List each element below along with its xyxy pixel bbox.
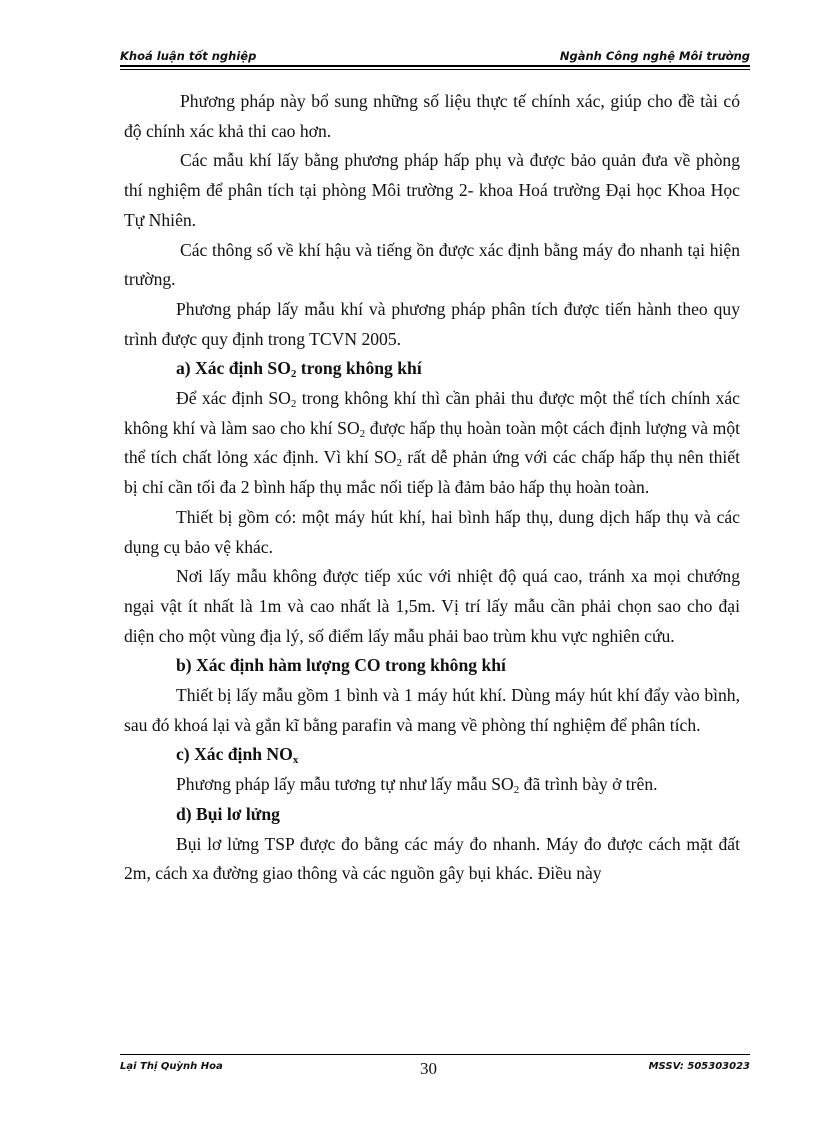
- paragraph: Phương pháp lấy mẫu tương tự như lấy mẫu $SO_2$ đã trình bày ở trên.: [176, 774, 658, 797]
- paragraph: Nơi lấy mẫu không được tiếp xúc với nhiệt độ quá cao, tránh xa mọi chướng ngại vật ít nhất là 1m và cao nhất là 1,5m. Vị trí lấy mẫu cần phải chọn sao cho đại diện cho một vùng địa lý, số điểm lấy mẫu phải bao trùm khu vực nghiên cứu.: [124, 566, 740, 646]
- header-left: Khoá luận tốt nghiệp: [120, 49, 257, 63]
- paragraph: Bụi lơ lửng TSP được đo bằng các máy đo nhanh. Máy đo được cách mặt đất 2m, cách xa đường giao thông và các nguồn gây bụi khác. Điều này: [124, 833, 740, 884]
- paragraph: Thiết bị gồm có: một máy hút khí, hai bình hấp thụ, dung dịch hấp thụ và các dụng cụ bảo vệ khác.: [124, 506, 740, 557]
- paragraph: Để xác định $SO_2$ trong không khí thì cần phải thu được một thể tích chính xác không khí và làm sao cho khí $SO_2$ được hấp thụ hoàn toàn một cách định lượng và một thể tích chất lỏng xác định. Vì khí $SO_2$ rất dễ phản ứng với các chấp hấp thụ nên thiết bị chỉ cần tối đa 2 bình hấp thụ mắc nối tiếp là đảm bảo hấp thụ hoàn toàn.: [124, 388, 741, 498]
- section-heading-d: d) Bụi lơ lửng: [176, 803, 280, 824]
- paragraph: Phương pháp này bổ sung những số liệu thực tế chính xác, giúp cho đề tài có độ chính xác khả thi cao hơn.: [124, 91, 740, 141]
- paragraph: Thiết bị lấy mẫu gồm 1 bình và 1 máy hút khí. Dùng máy hút khí đẩy vào bình, sau đó khoá lại và gắn kĩ bằng parafin và mang về phòng thí nghiệm để phân tích.: [124, 685, 740, 735]
- footer-author: Lại Thị Quỳnh Hoa: [120, 1061, 223, 1072]
- footer-student-id: MSSV: 505303023: [648, 1061, 750, 1072]
- section-heading-a: a) Xác định $SO_2$ trong không khí: [176, 358, 422, 381]
- section-heading-b: b) Xác định hàm lượng CO trong không khí: [176, 655, 506, 676]
- header-rule-thin: [120, 69, 750, 70]
- footer-rule: [120, 1054, 750, 1055]
- body-text: [124, 87, 740, 889]
- paragraph: Các mẫu khí lấy bằng phương pháp hấp phụ và được bảo quản đưa về phòng thí nghiệm để phân tích tại phòng Môi trường 2- khoa Hoá trường Đại học Khoa Học Tự Nhiên.: [124, 150, 740, 230]
- page-header: [120, 49, 750, 65]
- page-footer: [120, 1059, 750, 1079]
- paragraph: Phương pháp lấy mẫu khí và phương pháp phân tích được tiến hành theo quy trình được quy định trong TCVN 2005.: [124, 298, 740, 349]
- header-right: Ngành Công nghệ Môi trường: [559, 49, 750, 63]
- section-heading-c: c) Xác định $NO_x$: [176, 744, 299, 767]
- paragraph: Các thông số về khí hậu và tiếng ồn được xác định bằng máy đo nhanh tại hiện trường.: [124, 239, 740, 290]
- page-number: 30: [420, 1059, 437, 1078]
- header-rule-thick: [120, 65, 750, 67]
